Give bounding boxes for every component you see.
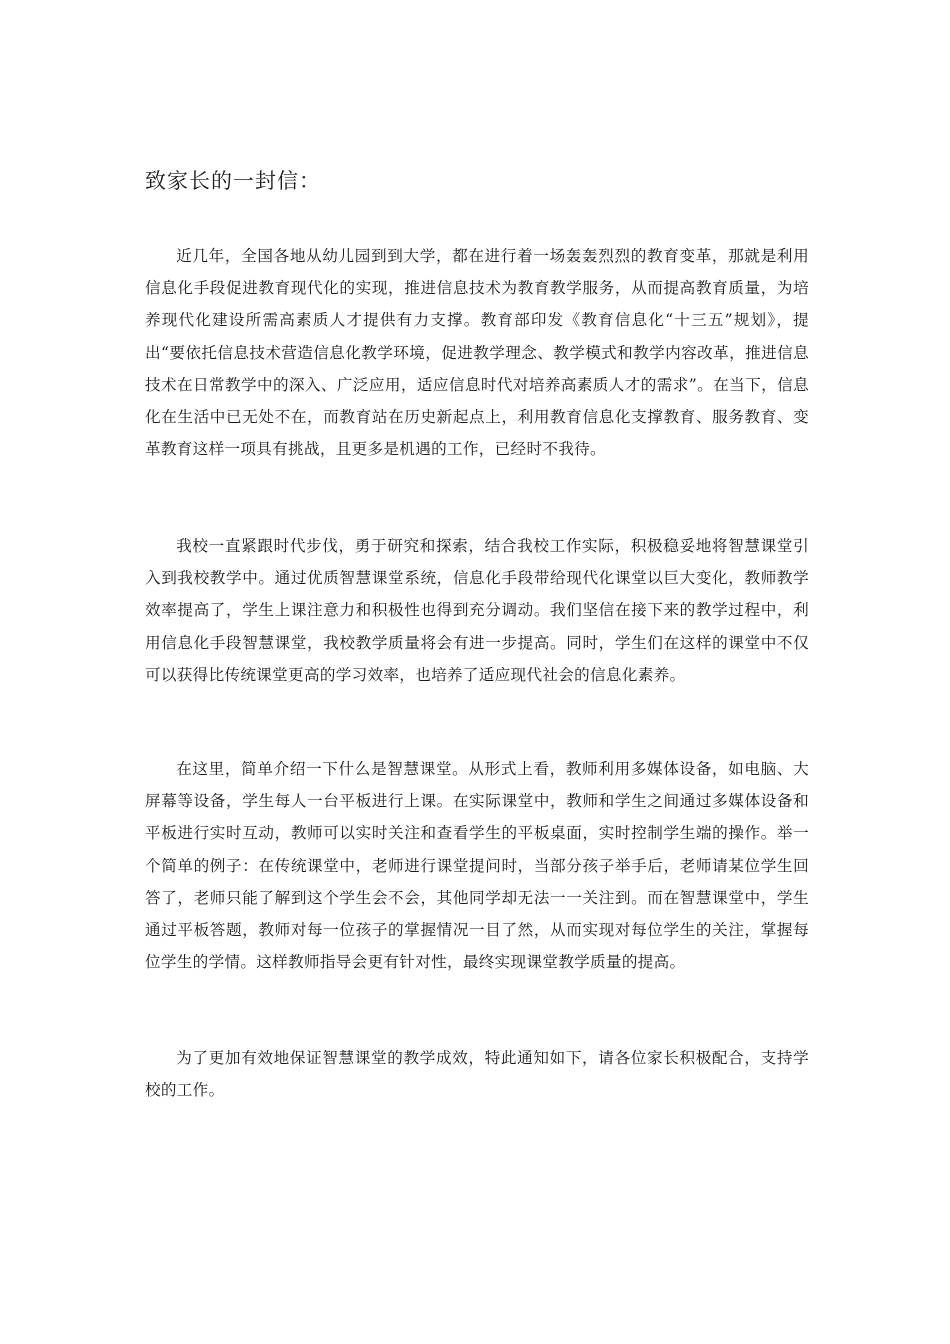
- paragraph-notice: 为了更加有效地保证智慧课堂的教学成效，特此通知如下，请各位家长积极配合，支持学校的工作。: [145, 1049, 809, 1100]
- letter-title: 致家长的一封信：: [145, 169, 321, 193]
- paragraph-intro: 近几年，全国各地从幼儿园到到大学，都在进行着一场轰轰烈烈的教育变革，那就是利用信息化手段促进教育现代化的实现，推进信息技术为教育教学服务，从而提高教育质量，为培养现代化建设所需高素质人才提供有力支撑。教育部印发《教育信息化“十三五”规划》，提出“要依托信息技术营造信息化教学环境，促进教学理念、教学模式和教学内容改革，推进信息技术在日常教学中的深入、广泛应用，适应信息时代对培养高素质人才的需求”。在当下，信息化在生活中已无处不在，而教育站在历史新起点上，利用教育信息化支撑教育、服务教育、变革教育这样一项具有挑战，且更多是机遇的工作，已经时不我待。: [145, 247, 809, 459]
- paragraph-school-practice: 我校一直紧跟时代步伐，勇于研究和探索，结合我校工作实际，积极稳妥地将智慧课堂引入到我校教学中。通过优质智慧课堂系统，信息化手段带给现代化课堂以巨大变化，教师教学效率提高了，学生上课注意力和积极性也得到充分调动。我们坚信在接下来的教学过程中，利用信息化手段智慧课堂，我校教学质量将会有进一步提高。同时，学生们在这样的课堂中不仅可以获得比传统课堂更高的学习效率，也培养了适应现代社会的信息化素养。: [145, 537, 809, 684]
- paragraph-smart-classroom: 在这里，简单介绍一下什么是智慧课堂。从形式上看，教师利用多媒体设备，如电脑、大屏幕等设备，学生每人一台平板进行上课。在实际课堂中，教师和学生之间通过多媒体设备和平板进行实时互动，教师可以实时关注和查看学生的平板桌面，实时控制学生端的操作。举一个简单的例子：在传统课堂中，老师进行课堂提问时，当部分孩子举手后，老师请某位学生回答了，老师只能了解到这个学生会不会，其他同学却无法一一关注到。而在智慧课堂中，学生通过平板答题，教师对每一位孩子的掌握情况一目了然，从而实现对每位学生的关注，掌握每位学生的学情。这样教师指导会更有针对性，最终实现课堂教学质量的提高。: [145, 760, 809, 972]
